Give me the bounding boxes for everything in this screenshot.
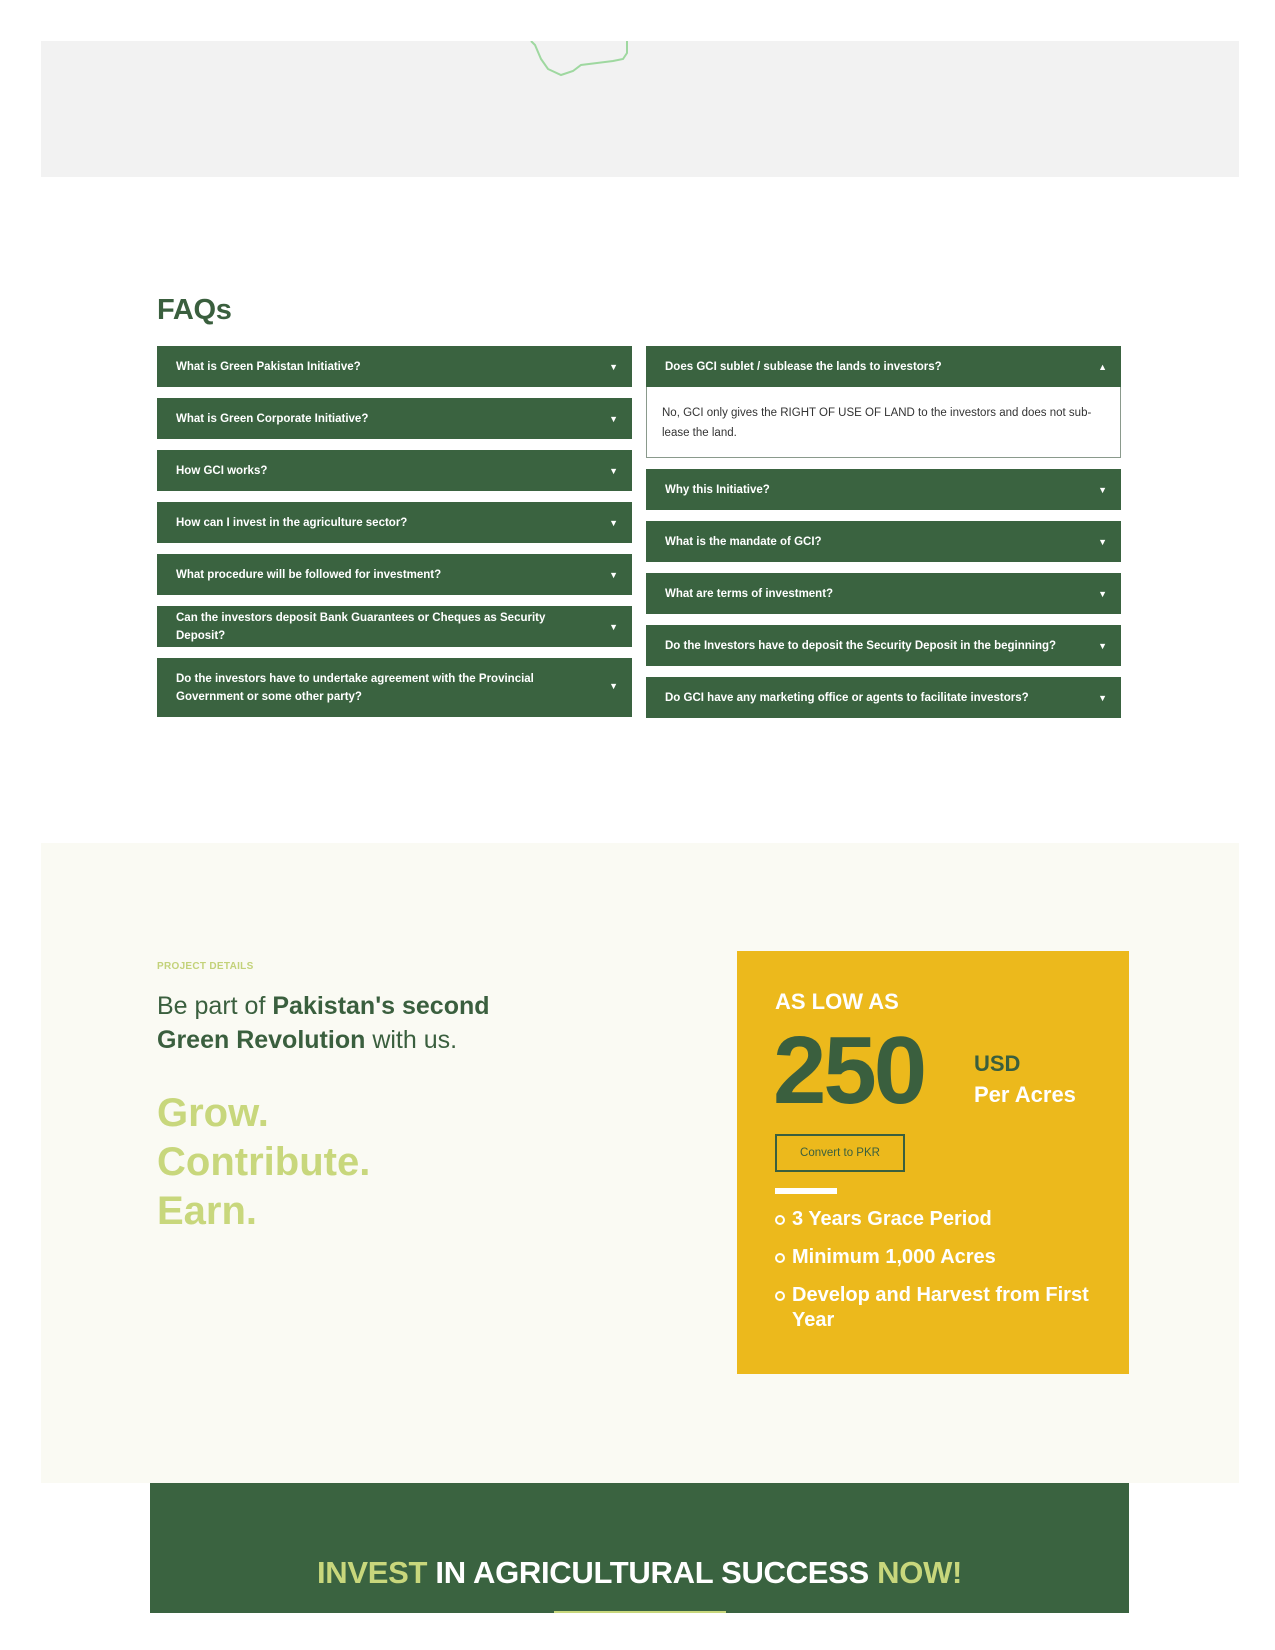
invest-word: INVEST [316, 1555, 428, 1590]
convert-to-pkr-button[interactable]: Convert to PKR [775, 1134, 905, 1172]
feature-item [775, 1283, 1105, 1333]
faq-question: What procedure will be followed for investment? [176, 568, 442, 581]
faq-item[interactable] [646, 677, 1121, 718]
headline-bold: Pakistan's second Green Revolution [157, 992, 490, 1054]
faq-item[interactable] [157, 606, 632, 647]
faq-answer: No, GCI only gives the RIGHT OF USE OF LAND to the investors and does not sub-lease the land. [646, 387, 1121, 458]
faq-title: FAQs [157, 294, 232, 326]
price-currency: USD [974, 1051, 1021, 1076]
faq-question: Does GCI sublet / sublease the lands to investors? [665, 360, 942, 373]
invest-title [150, 1555, 1129, 1591]
faq-question: What is Green Pakistan Initiative? [176, 360, 361, 373]
faq-column-left [157, 346, 632, 728]
chevron-down-icon: ▼ [1098, 692, 1107, 703]
faq-item[interactable] [157, 398, 632, 439]
chevron-down-icon: ▼ [609, 681, 618, 691]
faq-item[interactable] [646, 573, 1121, 614]
project-headline [157, 989, 557, 1057]
feature-text: Develop and Harvest from First Year [792, 1284, 1089, 1331]
invest-underline [554, 1611, 726, 1613]
feature-item [775, 1245, 1105, 1270]
faq-question: Do the investors have to undertake agreement with the Provincial Government or some other party? [176, 672, 534, 703]
price-unit: Per Acres [974, 1082, 1076, 1107]
chevron-down-icon: ▼ [609, 569, 618, 580]
faq-item[interactable] [646, 469, 1121, 510]
faq-item[interactable] [646, 521, 1121, 562]
faq-question: Do the Investors have to deposit the Security Deposit in the beginning? [665, 639, 1057, 652]
faq-item[interactable] [157, 658, 632, 717]
feature-list [775, 1207, 1105, 1346]
tagline-grow: Grow. [157, 1091, 269, 1135]
faq-item[interactable] [157, 554, 632, 595]
faq-column-right [646, 346, 1121, 729]
faq-question: What is the mandate of GCI? [665, 535, 822, 548]
invest-middle: IN AGRICULTURAL SUCCESS [427, 1555, 878, 1590]
chevron-down-icon: ▼ [1098, 588, 1107, 599]
faq-question: What is Green Corporate Initiative? [176, 412, 369, 425]
chevron-down-icon: ▼ [609, 413, 618, 424]
faq-question: Do GCI have any marketing office or agents to facilitate investors? [665, 691, 1029, 704]
faq-item[interactable] [157, 450, 632, 491]
faq-item-open[interactable] [646, 346, 1121, 387]
faq-question: Can the investors deposit Bank Guarantees or Cheques as Security Deposit? [176, 611, 546, 642]
chevron-down-icon: ▼ [1098, 640, 1107, 651]
chevron-down-icon: ▼ [609, 621, 618, 632]
tagline-earn: Earn. [157, 1189, 258, 1233]
map-outline [41, 41, 1239, 177]
tagline-contribute: Contribute. [157, 1140, 371, 1184]
price-card [737, 951, 1129, 1374]
project-eyebrow: PROJECT DETAILS [157, 961, 254, 972]
faq-question: How can I invest in the agriculture sector? [176, 516, 408, 529]
circle-bullet-icon [775, 1291, 785, 1301]
circle-bullet-icon [775, 1253, 785, 1263]
headline-part2: with us. [365, 1026, 458, 1054]
feature-text: Minimum 1,000 Acres [792, 1246, 996, 1268]
price-low-as: AS LOW AS [775, 989, 899, 1014]
faq-item[interactable] [646, 625, 1121, 666]
chevron-down-icon: ▼ [1098, 484, 1107, 495]
circle-bullet-icon [775, 1215, 785, 1225]
chevron-down-icon: ▼ [1098, 536, 1107, 547]
faq-question: How GCI works? [176, 464, 268, 477]
chevron-up-icon: ▲ [1098, 361, 1107, 372]
chevron-down-icon: ▼ [609, 361, 618, 372]
feature-item [775, 1207, 1105, 1232]
chevron-down-icon: ▼ [609, 517, 618, 528]
faq-question: Why this Initiative? [665, 483, 770, 496]
headline-part1: Be part of [157, 992, 273, 1020]
faq-item[interactable] [157, 346, 632, 387]
map-section [41, 41, 1239, 177]
chevron-down-icon: ▼ [609, 465, 618, 476]
invest-banner [150, 1483, 1129, 1613]
invest-now: NOW! [877, 1555, 963, 1590]
project-tagline [157, 1089, 370, 1236]
faq-question: What are terms of investment? [665, 587, 834, 600]
price-amount: 250 [773, 1017, 925, 1124]
feature-text: 3 Years Grace Period [792, 1208, 992, 1230]
faq-item[interactable] [157, 502, 632, 543]
price-divider [775, 1188, 837, 1194]
